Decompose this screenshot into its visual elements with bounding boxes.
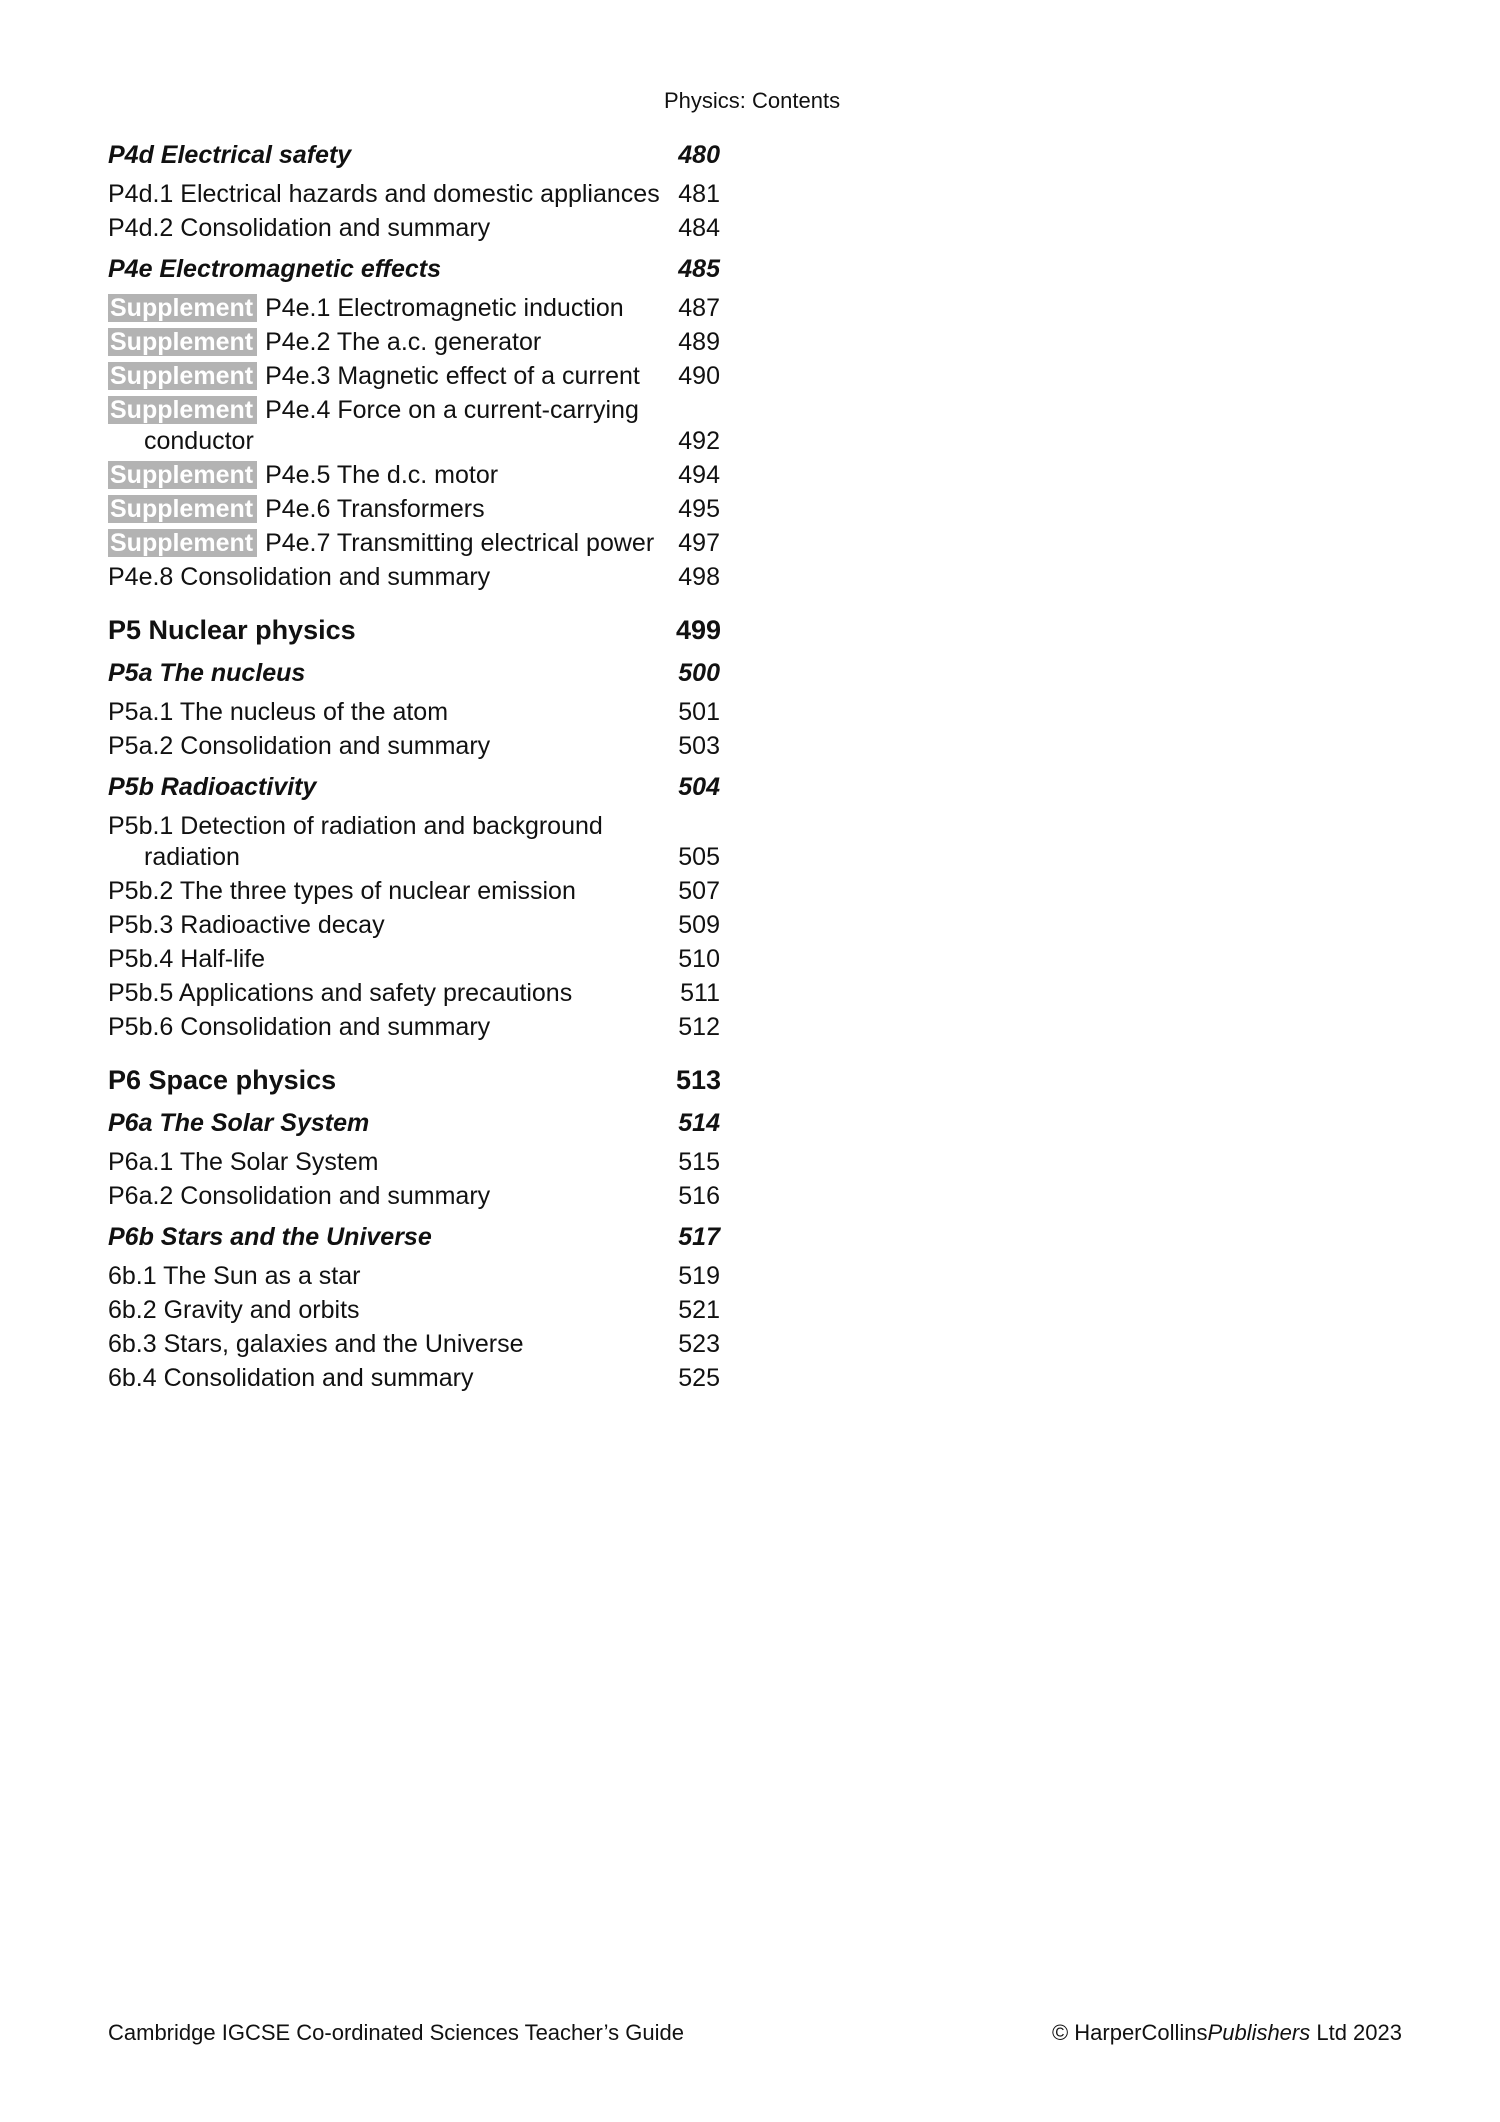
toc-entry-page: 485: [678, 255, 720, 283]
toc-entry-page: 519: [678, 1262, 720, 1290]
toc-entry-page: 499: [676, 615, 722, 645]
toc-entry-title: P4e.3 Magnetic effect of a current: [265, 362, 640, 390]
toc-entry-page: 511: [680, 979, 720, 1007]
supplement-badge: Supplement: [108, 328, 257, 356]
supplement-badge: Supplement: [108, 529, 257, 557]
toc-entry-page: 507: [678, 877, 720, 905]
toc-entry-p6b-1[interactable]: [108, 1261, 720, 1292]
toc-entry-title: P4e.2 The a.c. generator: [265, 328, 542, 356]
toc-entry-title: P5a The nucleus: [108, 659, 306, 687]
toc-chapter-p5[interactable]: [108, 615, 720, 646]
toc-entry-page: 495: [678, 495, 720, 523]
toc-entry-page: 514: [678, 1109, 720, 1137]
toc-entry-title: P4e Electromagnetic effects: [108, 255, 442, 283]
toc-entry-title: P5b.2 The three types of nuclear emission: [108, 877, 576, 905]
toc-entry-title: P4e.7 Transmitting electrical power: [265, 529, 655, 557]
toc-entry-title: 6b.1 The Sun as a star: [108, 1262, 361, 1290]
toc-entry-title: P6a.2 Consolidation and summary: [108, 1182, 491, 1210]
supplement-badge: Supplement: [108, 396, 257, 424]
toc-entry-title: P6a.1 The Solar System: [108, 1148, 379, 1176]
toc-section-p5b[interactable]: [108, 772, 720, 803]
supplement-badge: Supplement: [108, 294, 257, 322]
toc-entry-page: 513: [676, 1065, 722, 1095]
toc-entry-page: 517: [678, 1223, 720, 1251]
toc-entry-page: 487: [678, 294, 720, 322]
toc-entry-p5a-2[interactable]: [108, 731, 720, 762]
toc-entry-p6b-3[interactable]: [108, 1329, 720, 1360]
toc-entry-p4e-8[interactable]: [108, 562, 720, 593]
toc-entry-title: P5b Radioactivity: [108, 773, 317, 801]
toc-entry-title: P4d Electrical safety: [108, 141, 352, 169]
toc-entry-page: 509: [678, 911, 720, 939]
toc-entry-p6a-2[interactable]: [108, 1181, 720, 1212]
toc-entry-page: 497: [678, 529, 720, 557]
toc-entry-page: 504: [678, 773, 720, 801]
toc-entry-page: 480: [678, 141, 720, 169]
supplement-badge: Supplement: [108, 362, 257, 390]
toc-entry-p4e-5[interactable]: [108, 460, 720, 491]
toc-entry-p5b-3[interactable]: [108, 910, 720, 941]
toc-chapter-p6[interactable]: [108, 1065, 720, 1096]
toc-entry-page: 515: [678, 1148, 720, 1176]
toc-entry-page: 489: [678, 328, 720, 356]
toc-entry-title: P4e.1 Electromagnetic induction: [265, 294, 624, 322]
toc-entry-p4d-2[interactable]: [108, 213, 720, 244]
toc-entry-title: P4e.5 The d.c. motor: [265, 461, 499, 489]
toc-entry-title: P5b.3 Radioactive decay: [108, 911, 385, 939]
toc-entry-page: 492: [678, 427, 720, 455]
toc-section-p4e[interactable]: [108, 254, 720, 285]
footer-copyright-suffix: Ltd 2023: [1310, 2020, 1402, 2045]
toc-entry-p5b-1[interactable]: [108, 811, 720, 873]
toc-entry-page: 484: [678, 214, 720, 242]
supplement-badge: Supplement: [108, 461, 257, 489]
toc-entry-p6b-4[interactable]: [108, 1363, 720, 1394]
toc-entry-title: P5b.1 Detection of radiation and background: [108, 812, 603, 840]
supplement-badge: Supplement: [108, 495, 257, 523]
toc-entry-title: 6b.4 Consolidation and summary: [108, 1364, 474, 1392]
toc-entry-title: P5b.6 Consolidation and summary: [108, 1013, 491, 1041]
toc-entry-title: P5a.1 The nucleus of the atom: [108, 698, 449, 726]
toc-entry-title: P6 Space physics: [108, 1065, 337, 1095]
toc-entry-page: 512: [678, 1013, 720, 1041]
toc-entry-p6a-1[interactable]: [108, 1147, 720, 1178]
toc-section-p6b[interactable]: [108, 1222, 720, 1253]
toc-entry-p4e-1[interactable]: [108, 293, 720, 324]
toc-entry-page: 516: [678, 1182, 720, 1210]
table-of-contents: [108, 140, 720, 1397]
toc-entry-p4d-1[interactable]: [108, 179, 720, 210]
footer-book-title: Cambridge IGCSE Co-ordinated Sciences Teacher’s Guide: [108, 2020, 684, 2045]
toc-entry-page: 525: [678, 1364, 720, 1392]
toc-entry-title: P5a.2 Consolidation and summary: [108, 732, 491, 760]
page-header: Physics: Contents: [664, 88, 841, 113]
toc-entry-title: 6b.3 Stars, galaxies and the Universe: [108, 1330, 524, 1358]
toc-entry-p5b-4[interactable]: [108, 944, 720, 975]
toc-entry-p4e-7[interactable]: [108, 528, 720, 559]
toc-entry-title: P5 Nuclear physics: [108, 615, 356, 645]
toc-entry-title: 6b.2 Gravity and orbits: [108, 1296, 360, 1324]
toc-entry-p4e-4[interactable]: [108, 395, 720, 457]
toc-entry-page: 498: [678, 563, 720, 591]
toc-entry-page: 494: [678, 461, 720, 489]
footer-copyright-prefix: © HarperCollins: [1051, 2020, 1208, 2045]
toc-entry-page: 523: [678, 1330, 720, 1358]
toc-entry-p5a-1[interactable]: [108, 697, 720, 728]
toc-entry-p5b-6[interactable]: [108, 1012, 720, 1043]
toc-section-p5a[interactable]: [108, 658, 720, 689]
toc-entry-title: P5b.4 Half-life: [108, 945, 266, 973]
toc-entry-page: 500: [678, 659, 720, 687]
toc-entry-title: P4e.6 Transformers: [265, 495, 485, 523]
toc-section-p6a[interactable]: [108, 1108, 720, 1139]
toc-entry-title: P6b Stars and the Universe: [108, 1223, 432, 1251]
toc-entry-page: 505: [678, 843, 720, 871]
toc-entry-page: 481: [678, 180, 720, 208]
toc-entry-title: P6a The Solar System: [108, 1109, 370, 1137]
toc-entry-page: 510: [678, 945, 720, 973]
toc-entry-title: P4d.1 Electrical hazards and domestic appliances: [108, 180, 660, 208]
toc-entry-page: 501: [678, 698, 720, 726]
toc-entry-title: P4e.8 Consolidation and summary: [108, 563, 491, 591]
toc-section-p4d[interactable]: [108, 140, 720, 171]
toc-entry-p5b-2[interactable]: [108, 876, 720, 907]
toc-entry-p6b-2[interactable]: [108, 1295, 720, 1326]
toc-entry-title-continued: conductor: [144, 427, 254, 455]
toc-entry-title: P4d.2 Consolidation and summary: [108, 214, 491, 242]
toc-entry-p5b-5[interactable]: [108, 978, 720, 1009]
toc-entry-page: 490: [678, 362, 720, 390]
toc-entry-title-continued: radiation: [144, 843, 240, 871]
footer-copyright-publishers: Publishers: [1207, 2020, 1311, 2045]
toc-entry-title: P4e.4 Force on a current-carrying: [265, 396, 639, 424]
toc-entry-page: 521: [678, 1296, 720, 1324]
toc-entry-p4e-6[interactable]: [108, 494, 720, 525]
toc-entry-p4e-3[interactable]: [108, 361, 720, 392]
toc-entry-title: P5b.5 Applications and safety precautions: [108, 979, 573, 1007]
footer-copyright: [1052, 2020, 1402, 2046]
toc-entry-p4e-2[interactable]: [108, 327, 720, 358]
toc-entry-page: 503: [678, 732, 720, 760]
